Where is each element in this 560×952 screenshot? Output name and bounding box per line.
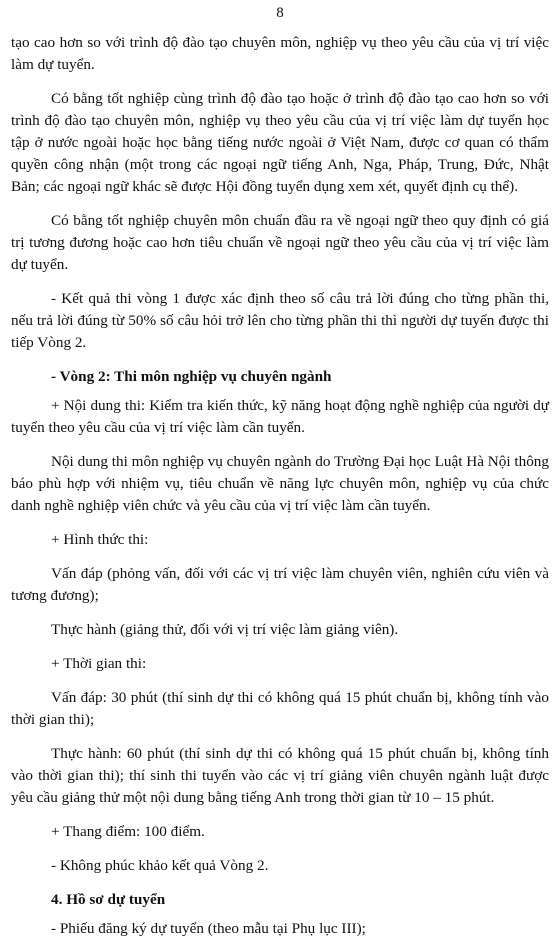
paragraph: + Hình thức thi: [51, 531, 149, 548]
document-body [11, 34, 549, 952]
paragraph: Vấn đáp: 30 phút (thí sinh dự thi có không quá 15 phút chuẩn bị, không tính vào thời gian thi); [11, 689, 549, 728]
paragraph: tạo cao hơn so với trình độ đào tạo chuyên môn, nghiệp vụ theo yêu cầu của vị trí việc làm dự tuyển. [11, 34, 549, 73]
paragraph: Vấn đáp (phỏng vấn, đối với các vị trí việc làm chuyên viên, nghiên cứu viên và tương đương); [11, 565, 549, 604]
paragraph: - Không phúc khảo kết quả Vòng 2. [51, 857, 269, 874]
paragraph: - Phiếu đăng ký dự tuyển (theo mẫu tại Phụ lục III); [51, 920, 366, 937]
paragraph: Thực hành (giảng thử, đối với vị trí việc làm giảng viên). [51, 621, 399, 638]
page-number: 8 [276, 5, 284, 21]
paragraph: + Thang điểm: 100 điểm. [51, 823, 205, 840]
paragraph: Thực hành: 60 phút (thí sinh dự thi có không quá 15 phút chuẩn bị, không tính vào thời gian thi); thí sinh thi tuyển vào các vị trí giảng viên chuyên ngành luật được yêu cầu giảng thử một nội dung bằng tiếng Anh trong thời gian từ 10 – 15 phút. [11, 745, 549, 806]
paragraph: Có bằng tốt nghiệp cùng trình độ đào tạo hoặc ở trình độ đào tạo cao hơn so với trình độ đào tạo chuyên môn, nghiệp vụ theo yêu cầu của vị trí việc làm dự tuyển học tập ở nước ngoài hoặc học bằng tiếng nước ngoài ở Việt Nam, được cơ quan có thẩm quyền công nhận (một trong các ngoại ngữ tiếng Anh, Nga, Pháp, Trung, Đức, Nhật Bản; các ngoại ngữ khác sẽ được Hội đồng tuyển dụng xem xét, quyết định cụ thể). [11, 90, 549, 195]
section-heading: 4. Hồ sơ dự tuyển [51, 891, 166, 908]
paragraph: - Kết quả thi vòng 1 được xác định theo số câu trả lời đúng cho từng phần thi, nếu trả lời đúng từ 50% số câu hỏi trở lên cho từng phần thi thì người dự tuyển được thi tiếp Vòng 2. [11, 290, 549, 351]
paragraph: + Thời gian thi: [51, 655, 147, 672]
paragraph: Có bằng tốt nghiệp chuyên môn chuẩn đầu ra về ngoại ngữ theo quy định có giá trị tương đương hoặc cao hơn tiêu chuẩn về ngoại ngữ theo yêu cầu của vị trí việc làm dự tuyển. [11, 212, 549, 273]
paragraph: + Nội dung thi: Kiểm tra kiến thức, kỹ năng hoạt động nghề nghiệp của người dự tuyển theo yêu cầu của vị trí việc làm cần tuyển. [11, 397, 549, 436]
section-heading: - Vòng 2: Thi môn nghiệp vụ chuyên ngành [51, 368, 332, 385]
paragraph: Nội dung thi môn nghiệp vụ chuyên ngành do Trường Đại học Luật Hà Nội thông báo phù hợp với nhiệm vụ, tiêu chuẩn về năng lực chuyên môn, nghiệp vụ của chức danh nghề nghiệp viên chức và yêu cầu của vị trí việc làm cần tuyển. [11, 453, 549, 514]
